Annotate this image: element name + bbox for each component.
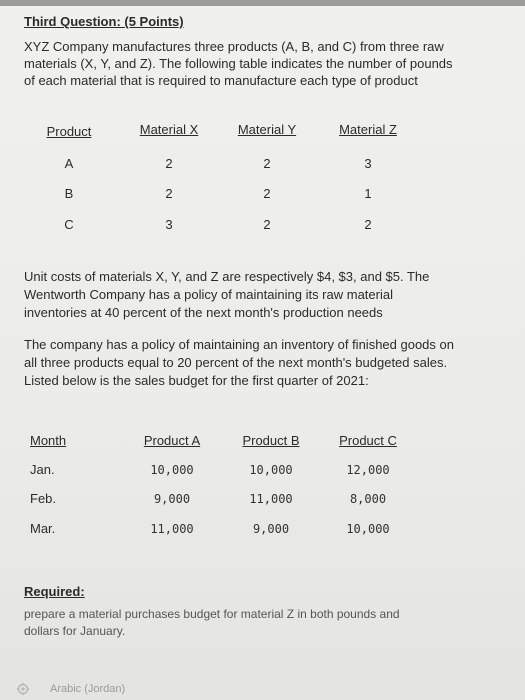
table-header: Material Y <box>237 122 297 137</box>
table-cell: 2 <box>165 186 173 201</box>
table-cell: 2 <box>165 156 173 171</box>
table-cell: 10,000 <box>346 522 390 536</box>
table-cell: 3 <box>165 217 173 232</box>
document-page <box>0 6 525 700</box>
required-text-line-1: prepare a material purchases budget for material Z in both pounds and <box>24 607 400 621</box>
table-header: Material X <box>139 122 199 137</box>
table-header: Product A <box>143 433 201 448</box>
table-cell: 2 <box>263 186 271 201</box>
table-cell: Feb. <box>30 491 57 506</box>
table-cell: Jan. <box>30 462 55 477</box>
table-cell: 11,000 <box>150 522 194 536</box>
language-bar[interactable] <box>16 682 125 696</box>
table-header: Month <box>30 433 67 448</box>
table-header: Product C <box>339 433 397 448</box>
table-cell: 2 <box>263 217 271 232</box>
unit-costs-line-1: Unit costs of materials X, Y, and Z are respectively $4, $3, and $5. The <box>24 269 430 284</box>
table-cell: 9,000 <box>252 522 290 536</box>
intro-line-2: materials (X, Y, and Z). The following table indicates the number of pounds <box>24 56 453 71</box>
table-header: Product <box>46 124 92 139</box>
table-cell: 9,000 <box>153 492 191 506</box>
unit-costs-line-2: Wentworth Company has a policy of maintaining its raw material <box>24 287 393 302</box>
table-cell: 12,000 <box>346 463 390 477</box>
table-cell: Mar. <box>30 521 56 536</box>
table-header: Product B <box>242 433 300 448</box>
policy-line-3: Listed below is the sales budget for the first quarter of 2021: <box>24 373 369 388</box>
question-heading: Third Question: (5 Points) <box>24 14 184 29</box>
policy-line-2: all three products equal to 20 percent of the next month's budgeted sales. <box>24 355 448 370</box>
policy-line-1: The company has a policy of maintaining an inventory of finished goods on <box>24 337 454 352</box>
table-header: Material Z <box>339 122 397 137</box>
language-label: Arabic (Jordan) <box>50 683 126 695</box>
required-text <box>24 606 400 640</box>
table-cell: 10,000 <box>249 463 293 477</box>
required-text-line-2: dollars for January. <box>24 624 126 638</box>
table-cell: 3 <box>364 156 372 171</box>
table-cell: 2 <box>263 156 271 171</box>
table-cell: 1 <box>364 186 372 201</box>
intro-line-1: XYZ Company manufactures three products (A, B, and C) from three raw <box>24 39 444 54</box>
table-cell: 11,000 <box>249 492 293 506</box>
table-cell: 8,000 <box>349 492 387 506</box>
table-cell: 2 <box>364 217 372 232</box>
unit-costs-line-3: inventories at 40 percent of the next month's production needs <box>24 305 383 320</box>
intro-line-3: of each material that is required to manufacture each type of product <box>24 73 418 88</box>
table-cell: C <box>64 217 74 232</box>
settings-icon <box>16 682 30 696</box>
table-cell: B <box>64 186 74 201</box>
table-cell: A <box>64 156 74 171</box>
required-label: Required: <box>24 584 85 599</box>
table-cell: 10,000 <box>150 463 194 477</box>
